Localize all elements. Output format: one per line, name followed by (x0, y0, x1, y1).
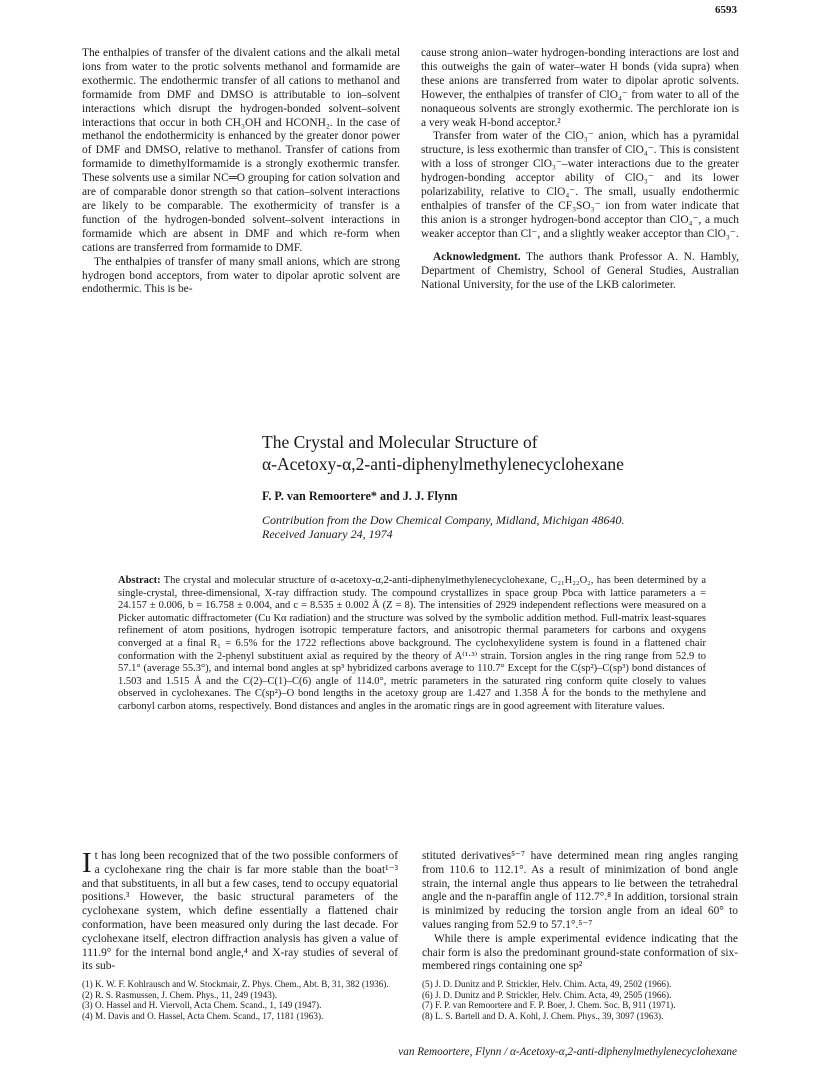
intro-right-column (422, 850, 738, 974)
reference: (4) M. Davis and O. Hassel, Acta Chem. Scand., 17, 1181 (1963). (82, 1010, 324, 1021)
article-header (262, 431, 762, 541)
intro-left-column (82, 847, 398, 974)
article-title (262, 431, 762, 475)
received-date: Received January 24, 1974 (262, 527, 393, 541)
page-number: 6593 (715, 4, 737, 16)
acknowledgment (421, 251, 739, 293)
article-authors: F. P. van Remoortere* and J. J. Flynn (262, 489, 458, 503)
article-title-line2: α-Acetoxy-α,2-anti-diphenylmethylenecyclohexane (262, 454, 624, 474)
references-left (82, 979, 398, 1021)
paragraph: The enthalpies of transfer of the divalent cations and the alkali metal ions from water to the protic solvents methanol and formamide are exothermic. The endothermic transfer of all cations to methanol and formamide from DMF and DMSO is attributable to ion–solvent interactions which disrupt the hydrogen-bonded solvent–solvent interactions that occur in both CH₃OH and HCONH₂. In the case of methanol the endothermicity is enhanced by the greater donor power of DMF and DMSO, relative to methanol. Transfer of cations from formamide to dimethylformamide is a strongly exothermic transfer. These solvents use a similar NC═O grouping for cation solvation and are of comparable donor strength so that cation–solvent interactions are likely to be comparable. The exothermicity of transfer is a function of the hydrogen-bonded solvent–solvent interactions in formamide which are absent in DMF and which re-form when cations are transferred from formamide to DMF. (82, 47, 400, 254)
reference: (3) O. Hassel and H. Viervoll, Acta Chem. Scand., 1, 149 (1947). (82, 1000, 322, 1011)
drop-cap: I (82, 847, 92, 879)
affiliation: Contribution from the Dow Chemical Company, Midland, Michigan 48640. (262, 513, 625, 527)
acknowledgment-label: Acknowledgment. (433, 250, 521, 263)
references-right (422, 979, 738, 1021)
running-footer: van Remoortere, Flynn / α-Acetoxy-α,2-anti-diphenylmethylenecyclohexane (398, 1046, 737, 1058)
paragraph: Transfer from water of the ClO₃⁻ anion, which has a pyramidal structure, is less exothermic than transfer of ClO₄⁻. This is consistent with a loss of stronger ClO₃⁻–water interactions due to the greater hydrogen-bonding acceptor ability of ClO₃⁻ and its lower polarizability, relative to ClO₄⁻. The small, usually endothermic enthalpies of transfer of the CF₃SO₃⁻ ion from water indicate that this anion is a stronger hydrogen-bond acceptor than ClO₄⁻, a much weaker acceptor than Cl⁻, and a slightly weaker acceptor than ClO₃⁻. (421, 130, 739, 240)
article-title-line1: The Crystal and Molecular Structure of (262, 432, 538, 452)
article-affiliation (262, 513, 762, 541)
intro-paragraph: While there is ample experimental evidence indicating that the chair form is also the predominant ground-state conformation of six-membered rings containing one sp² (422, 932, 738, 973)
abstract (118, 575, 706, 714)
reference: (7) F. P. van Remoortere and F. P. Boer, J. Chem. Soc. B, 911 (1971). (422, 1000, 676, 1011)
paragraph: The enthalpies of transfer of many small anions, which are strong hydrogen bond acceptors, from water to dipolar aprotic solvent are endothermic. This is be- (82, 255, 400, 296)
paragraph: cause strong anion–water hydrogen-bonding interactions are lost and this outweighs the gain of water–water H bonds (vida supra) when these anions are transferred from water to dipolar aprotic solvents. However, the enthalpies of transfer of ClO₄⁻ from water to all of the nonaqueous solvents are strongly exothermic. The perchlorate ion is a very weak H-bond acceptor.² (421, 47, 739, 129)
intro-paragraph: stituted derivatives⁵⁻⁷ have determined mean ring angles ranging from 110.6 to 112.1°. As a result of minimization of bond angle strain, the internal angle thus appears to lie between the tetrahedral angle and the n-paraffin angle of 112.7°.⁸ In addition, torsional strain is minimized by reducing the torsion angle from an ideal 60° to values ranging from 52.9 to 57.1°.⁵⁻⁷ (422, 850, 738, 931)
top-right-column (421, 47, 739, 292)
top-left-column (82, 47, 400, 297)
reference: (2) R. S. Rasmussen, J. Chem. Phys., 11, 249 (1943). (82, 989, 278, 1000)
abstract-text: The crystal and molecular structure of α-acetoxy-α,2-anti-diphenylmethylenecyclohexane, C₂₁H₂₂O₂, has been determined by a single-crystal, three-dimensional, X-ray diffraction study. The compound crystallizes in space group Pbca with lattice parameters a = 24.157 ± 0.006, b = 16.758 ± 0.004, and c = 8.535 ± 0.002 Å (Z = 8). The intensities of 2929 independent reflections were measured on a Picker automatic diffractometer (Cu Kα radiation) and the structure was solved by the symbolic addition method. Full-matrix least-squares refinement of atom positions, hydrogen isotropic temperature factors, and anisotropic thermal parameters for carbons and oxygens converged at a final R₁ = 6.5% for the 1722 reflections above background. The cyclohexylidene system is found in a flattened chair conformation with the 2-phenyl substituent axial as required by the theory of A⁽¹·³⁾ strain. Torsion angles in the ring range from 52.9 to 57.1° (average 55.3°), and internal bond angles at sp³ hybridized carbons average to 110.7° Except for the C(sp²)–C(sp³) bond distances of 1.503 and 1.515 Å and the C(2)–C(1)–C(6) angle of 114.0°, metric parameters in the saturated ring conform quite closely to values observed in cyclohexanes. The C(sp²)–O bond lengths in the acetoxy group are 1.427 and 1.358 Å for the bonds to the methylene and carbonyl carbon atoms, respectively. Bond distances and angles in the aromatic rings are in good agreement with literature values. (118, 575, 706, 712)
reference: (1) K. W. F. Kohlrausch and W. Stockmair, Z. Phys. Chem., Abt. B, 31, 382 (1936). (82, 979, 389, 989)
acknowledgment-text: The authors thank Professor A. N. Hambly, Department of Chemistry, School of General Studies, Australian National University, for the use of the LKB calorimeter. (421, 250, 739, 291)
abstract-label: Abstract: (118, 575, 161, 586)
reference: (6) J. D. Dunitz and P. Strickler, Helv. Chim. Acta, 49, 2505 (1966). (422, 989, 672, 1000)
intro-text-left: t has long been recognized that of the two possible conformers of a cyclohexane ring the chair is far more stable than the boat¹⁻³ and that substituents, in all but a few cases, tend to occupy equatorial positions.³ However, the basic structural parameters of the cyclohexane system, which define essentially a flattened chair conformation, have been measured only during the last decade. For cyclohexane itself, electron diffraction analysis has given a value of 111.9° for the internal bond angle,⁴ and X-ray studies of several of its sub- (82, 850, 398, 973)
reference: (8) L. S. Bartell and D. A. Kohl, J. Chem. Phys., 39, 3097 (1963). (422, 1010, 664, 1021)
reference: (5) J. D. Dunitz and P. Strickler, Helv. Chim. Acta, 49, 2502 (1966). (422, 979, 672, 989)
